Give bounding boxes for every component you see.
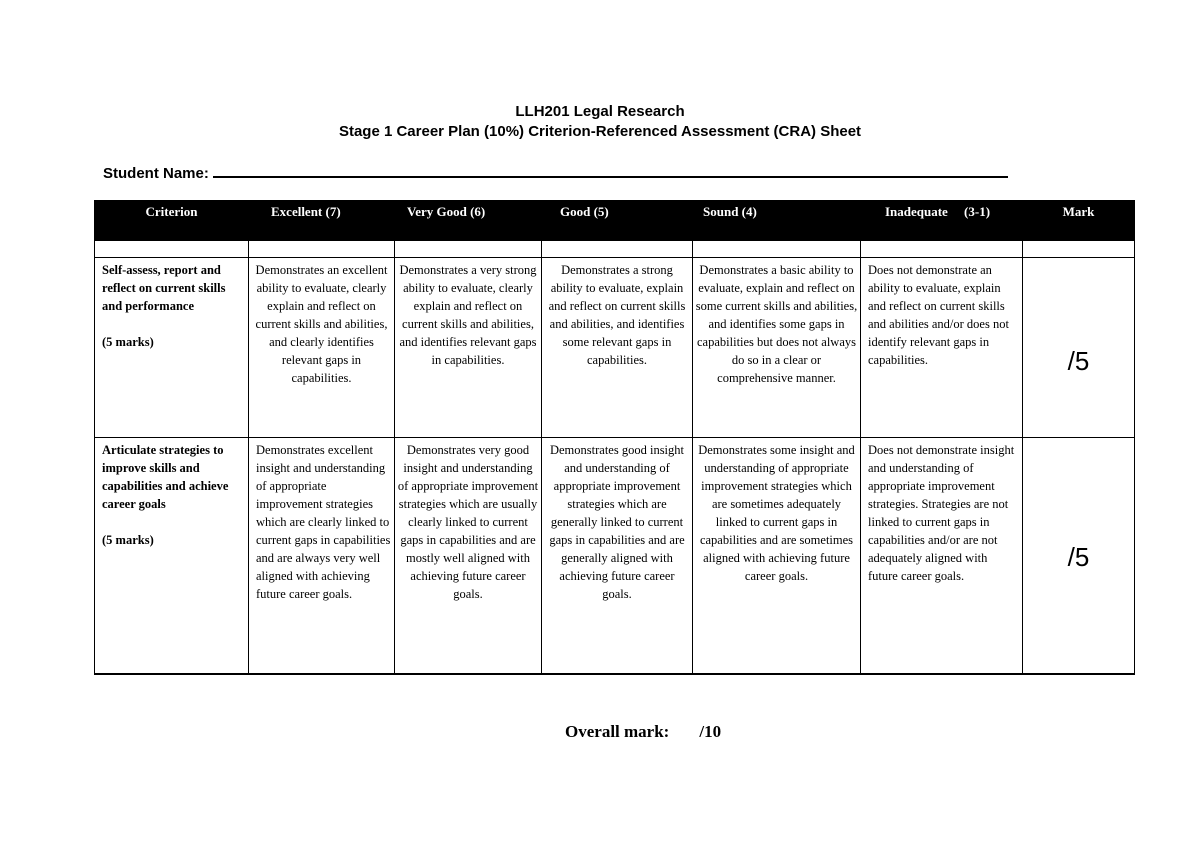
course-title: LLH201 Legal Research [515,103,685,120]
header-excellent: Excellent (7) [249,201,395,241]
good-descriptor: Demonstrates good insight and understanding of appropriate improvement strategies which are generally linked to current gaps in capabilities and are generally aligned with achieving future career goals. [542,438,693,675]
inadequate-descriptor: Does not demonstrate insight and understanding of appropriate improvement strategies. Strategies are not linked to current gaps in capabilities and/or are not adequately aligned with future career goals. [861,438,1023,675]
table-row [95,258,1135,438]
header-good: Good (5) [542,201,693,241]
criterion-cell [95,438,249,675]
sound-descriptor: Demonstrates a basic ability to evaluate, explain and reflect on some current skills and abilities, and identifies some gaps in capabilities but does not always do so in a clear or comprehensive manner. [693,258,861,438]
overall-mark [565,722,721,742]
criterion-text: Articulate strategies to improve skills and capabilities and achieve career goals [102,443,229,511]
header-criterion: Criterion [95,201,249,241]
student-name-label: Student Name: [103,165,214,182]
mark-value: /5 [1067,542,1090,572]
very-good-descriptor: Demonstrates a very strong ability to evaluate, clearly explain and reflect on current skills and abilities, and identifies relevant gaps in capabilities. [395,258,542,438]
criterion-text: Self-assess, report and reflect on current skills and performance [102,263,226,313]
header-inadequate: Inadequate (3-1) [861,201,1023,241]
sheet-title: Stage 1 Career Plan (10%) Criterion-Referenced Assessment (CRA) Sheet [338,123,862,140]
good-descriptor: Demonstrates a strong ability to evaluate, explain and reflect on current skills and abilities, and identifies some relevant gaps in capabilities. [542,258,693,438]
excellent-descriptor: Demonstrates excellent insight and understanding of appropriate improvement strategies which are clearly linked to current gaps in capabilities and are always very well aligned with achieving future career goals. [249,438,395,675]
inadequate-descriptor: Does not demonstrate an ability to evaluate, explain and reflect on current skills and abilities and/or does not identify relevant gaps in capabilities. [861,258,1023,438]
cra-rubric-table [94,200,1135,675]
spacer-row [95,241,1135,258]
header-very-good: Very Good (6) [395,201,542,241]
header-row [95,201,1135,241]
table-row [95,438,1135,675]
criterion-marks: (5 marks) [102,533,154,547]
student-name-blank [213,162,1008,178]
overall-mark-value: /10 [699,722,722,741]
very-good-descriptor: Demonstrates very good insight and understanding of appropriate improvement strategies which are usually clearly linked to current gaps in capabilities and are mostly well aligned with achieving future career goals. [395,438,542,675]
student-name-line [103,162,1033,182]
sound-descriptor: Demonstrates some insight and understanding of appropriate improvement strategies which are sometimes adequately linked to current gaps in capabilities and are sometimes aligned with achieving future career goals. [693,438,861,675]
overall-mark-label: Overall mark: [565,722,670,741]
header-sound: Sound (4) [693,201,861,241]
header-mark: Mark [1023,201,1135,241]
criterion-cell [95,258,249,438]
mark-cell [1023,258,1135,438]
criterion-marks: (5 marks) [102,335,154,349]
mark-value: /5 [1067,346,1090,376]
excellent-descriptor: Demonstrates an excellent ability to evaluate, clearly explain and reflect on current skills and abilities, and clearly identifies relevant gaps in capabilities. [249,258,395,438]
document-title [0,102,1200,142]
mark-cell [1023,438,1135,675]
